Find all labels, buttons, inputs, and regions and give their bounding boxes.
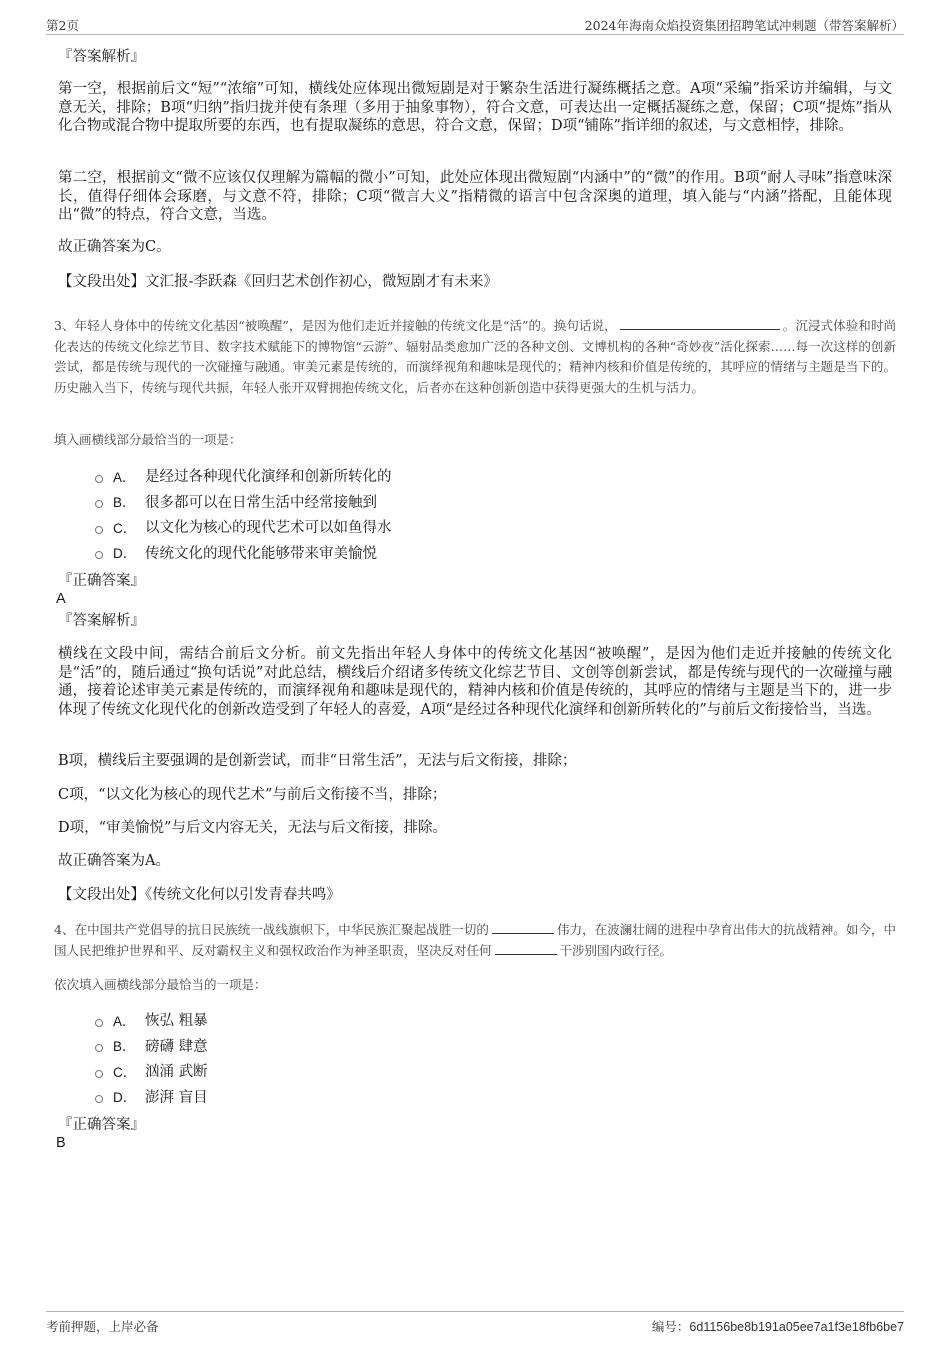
option-d[interactable]: D． 传统文化的现代化能够带来审美愉悦 (95, 540, 695, 566)
analysis-paragraph: 横线在文段中间，需结合前后文分析。前文先指出年轻人身体中的传统文化基因“被唤醒”，是因为他们走近并接触的传统文化是“活”的，随后通过“换句话说”对此总结，横线后介绍诸多传统文化综艺节目、文创等创新尝试，都是传统与现代的一次碰撞与融通，接着论述审美元素是传统的，而演绎视角和趣味是现代的，精神内核和价值是传统的，其呼应的情绪与主题是当下的，进一步体现了传统文化现代化的创新改造受到了年轻人的喜爱，A项“是经过各种现代化演绎和创新所转化的”与前后文衔接恰当，当选。 (58, 646, 892, 718)
analysis-paragraph: C项，“以文化为核心的现代艺术”与前后文衔接不当，排除； (58, 787, 447, 803)
question-4-options (95, 1007, 695, 1109)
radio-icon[interactable] (95, 500, 103, 508)
option-b[interactable]: B． 很多都可以在日常生活中经常接触到 (95, 489, 695, 515)
fill-blank (620, 317, 780, 330)
analysis-paragraph: D项，“审美愉悦”与后文内容无关，无法与后文衔接，排除。 (58, 820, 447, 836)
radio-icon[interactable] (95, 1095, 103, 1103)
fill-blank (495, 942, 557, 955)
correct-answer: B (56, 1135, 66, 1151)
source-citation: 【文段出处】《传统文化何以引发青春共鸣》 (58, 887, 341, 903)
analysis-label: 『答案解析』 (58, 49, 145, 65)
question-4-text: 4、在中国共产党倡导的抗日民族统一战线旗帜下，中华民族汇聚起战胜一切的 伟力，在波澜壮阔的进程中孕育出伟大的抗战精神。如今，中国人民把维护世界和平、反对霸权主义和强权政治作为神圣职责，坚决反对任何 干涉别国内政行径。 (54, 922, 896, 958)
option-c[interactable]: C． 以文化为核心的现代艺术可以如鱼得水 (95, 514, 695, 540)
correct-answer: A (56, 591, 66, 607)
radio-icon[interactable] (95, 551, 103, 559)
question-4-prompt: 依次填入画横线部分最恰当的一项是： (54, 977, 267, 992)
correct-answer-label: 『正确答案』 (58, 573, 145, 589)
answer-conclusion: 故正确答案为C。 (58, 239, 171, 255)
source-citation: 【文段出处】文汇报-李跃森《回归艺术创作初心，微短剧才有未来》 (58, 274, 498, 290)
correct-answer-label: 『正确答案』 (58, 1117, 145, 1133)
document-title: 2024年海南众焰投资集团招聘笔试冲刺题（带答案解析） (584, 18, 904, 33)
document-id: 编号：6d1156be8b191a05ee7a1f3e18fb6be7 (651, 1319, 904, 1334)
analysis-label: 『答案解析』 (58, 613, 145, 629)
radio-icon[interactable] (95, 1044, 103, 1052)
question-3-text: 3、年轻人身体中的传统文化基因“被唤醒”，是因为他们走近并接触的传统文化是“活”的。换句话说， 。沉浸式体验和时尚化表达的传统文化综艺节目、数字技术赋能下的博物馆“云游”、辐射品类愈加广泛的各种文创、文博机构的各种“奇妙夜”活化探索……每一次这样的创新尝试，都是传统与现代的一次碰撞与融通。审美元素是传统的，而演绎视角和趣味是现代的；精神内核和价值是传统的，其呼应的情绪与主题是当下的。历史融入当下，传统与现代共振，年轻人张开双臂拥抱传统文化，后者亦在这种创新创造中获得更强大的生机与活力。 (54, 318, 896, 395)
footer-slogan: 考前押题，上岸必备 (46, 1319, 159, 1334)
question-3-options (95, 463, 695, 565)
radio-icon[interactable] (95, 526, 103, 534)
page-header (46, 14, 904, 35)
analysis-paragraph: B项，横线后主要强调的是创新尝试，而非“日常生活”，无法与后文衔接，排除； (58, 753, 577, 769)
page-number: 第2页 (46, 18, 79, 33)
fill-blank (492, 921, 554, 934)
answer-conclusion: 故正确答案为A。 (58, 853, 170, 869)
option-b[interactable]: B． 磅礴 肆意 (95, 1033, 695, 1059)
radio-icon[interactable] (95, 1070, 103, 1078)
option-c[interactable]: C． 汹涌 武断 (95, 1058, 695, 1084)
option-a[interactable]: A． 恢弘 粗暴 (95, 1007, 695, 1033)
analysis-paragraph: 第二空，根据前文“微不应该仅仅理解为篇幅的微小”可知，此处应体现出微短剧“内涵中”的“微”的作用。B项“耐人寻味”指意味深长，值得仔细体会琢磨，与文意不符，排除；C项“微言大义”指精微的语言中包含深奥的道理，填入能与“内涵”搭配，且能体现出“微”的特点，符合文意，当选。 (58, 170, 892, 223)
radio-icon[interactable] (95, 475, 103, 483)
radio-icon[interactable] (95, 1019, 103, 1027)
question-3-prompt: 填入画横线部分最恰当的一项是： (54, 432, 242, 447)
option-a[interactable]: A． 是经过各种现代化演绎和创新所转化的 (95, 463, 695, 489)
option-d[interactable]: D． 澎湃 盲目 (95, 1084, 695, 1110)
page-footer (46, 1311, 904, 1336)
analysis-paragraph: 第一空，根据前后文“短”“浓缩”可知，横线处应体现出微短剧是对于繁杂生活进行凝练概括之意。A项“采编”指采访并编辑，与文意无关，排除；B项“归纳”指归拢并使有条理（多用于抽象事物），符合文意，可表达出一定概括凝练之意，保留；C项“提炼”指从化合物或混合物中提取所要的东西，也有提取凝练的意思，符合文意，保留；D项“铺陈”指详细的叙述，与文意相悖，排除。 (58, 81, 892, 134)
